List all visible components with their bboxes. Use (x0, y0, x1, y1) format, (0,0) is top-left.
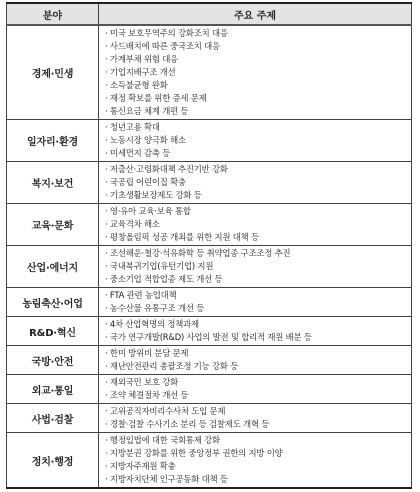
field-cell: 일자리·환경 (7, 120, 99, 162)
table-row (7, 433, 412, 489)
table-row (7, 120, 412, 162)
topics-cell (99, 246, 412, 288)
table-row (7, 25, 412, 120)
topic-item: · 가계부채 위험 대응 (105, 54, 178, 64)
topic-item: · 4차 산업혁명의 정책과제 (105, 319, 199, 329)
field-cell: 정치·행정 (7, 433, 99, 489)
topic-item: · 경찰·검찰 수사기소 분리 등 검찰제도 개혁 등 (105, 419, 270, 429)
field-cell: 외교·통일 (7, 375, 99, 404)
topic-item: · 미국 보호무역주의 강화조치 대응 (105, 28, 228, 38)
field-cell: 농림축산·어업 (7, 288, 99, 317)
policy-topics-table (6, 2, 412, 489)
topic-item: · 조약 체결절차 개선 등 (105, 390, 189, 400)
topic-item: · 국공립 어린이집 확충 (105, 177, 186, 187)
table-row (7, 162, 412, 204)
field-cell: 국방·안전 (7, 346, 99, 375)
topic-item: · 국내복귀기업(유턴기업) 지원 (105, 261, 214, 271)
topic-item: · 소득불균형 완화 (105, 80, 168, 90)
table-header-row (7, 3, 412, 25)
field-cell: R&D·혁신 (7, 317, 99, 346)
topic-item: · 통신요금 체계 개편 등 (105, 106, 189, 116)
topic-item: · 미세먼지 감축 등 (105, 148, 171, 158)
table-row (7, 346, 412, 375)
table-row (7, 204, 412, 246)
field-cell: 교육·문화 (7, 204, 99, 246)
topic-item: · 국가 연구개발(R&D) 사업의 발전 및 합리적 재원 배분 등 (105, 332, 312, 342)
topics-cell (99, 317, 412, 346)
topic-item: · 기업지배구조 개선 (105, 67, 176, 77)
topic-item: · 한미 방위비 분담 문제 (105, 348, 189, 358)
topic-item: · 재외국민 보호 강화 (105, 377, 178, 387)
table-row (7, 288, 412, 317)
topic-item: · 저출산·고령화대책 추진기반 강화 (105, 164, 228, 174)
topic-item: · 평창올림픽 성공 개최를 위한 지원 대책 등 (105, 232, 259, 242)
field-cell: 사법·검찰 (7, 404, 99, 433)
header-topics: 주요 주제 (99, 3, 412, 25)
topic-item: · 영·유아 교육·보육 통합 (105, 206, 191, 216)
topic-item: · FTA 관련 농업대책 (105, 290, 177, 300)
topic-item: · 지방자주재원 확충 (105, 461, 176, 471)
topic-item: · 교육격차 해소 (105, 219, 160, 229)
topic-item: · 고위공직자비리수사처 도입 문제 (105, 406, 226, 416)
topics-cell (99, 25, 412, 120)
table-row (7, 375, 412, 404)
table-row (7, 317, 412, 346)
topic-item: · 조선해운·철강·석유화학 등 취약업종 구조조정 추진 (105, 248, 291, 258)
topic-item: · 재난안전관리 총괄조정 기능 강화 등 (105, 361, 239, 371)
topic-item: · 청년고용 확대 (105, 122, 160, 132)
topics-cell (99, 162, 412, 204)
topic-item: · 노동시장 양극화 해소 (105, 135, 186, 145)
field-cell: 복지·보건 (7, 162, 99, 204)
topic-item: · 기초생활보장제도 강화 등 (105, 190, 202, 200)
topics-cell (99, 375, 412, 404)
header-field: 분야 (7, 3, 99, 25)
topics-cell (99, 120, 412, 162)
topics-cell (99, 404, 412, 433)
topic-item: · 재정 확보를 위한 증세 문제 (105, 93, 207, 103)
field-cell: 산업·에너지 (7, 246, 99, 288)
topic-item: · 행정입법에 대한 국회통제 강화 (105, 435, 220, 445)
topic-item: · 지방자치단체 인구공동화 대책 등 (105, 474, 228, 484)
field-cell: 경제·민생 (7, 25, 99, 120)
topics-cell (99, 204, 412, 246)
table-row (7, 404, 412, 433)
table-body (7, 25, 412, 488)
topics-cell (99, 346, 412, 375)
topics-cell (99, 288, 412, 317)
topics-cell (99, 433, 412, 489)
topic-item: · 사드배치에 따른 중국조치 대응 (105, 41, 220, 51)
topic-item: · 농수산물 유통구조 개선 등 (105, 303, 205, 313)
topic-item: · 지방분권 강화를 위한 중앙정부 권한의 지방 이양 (105, 448, 283, 458)
table-row (7, 246, 412, 288)
topic-item: · 중소기업 적합업종 제도 개선 등 (105, 274, 223, 284)
